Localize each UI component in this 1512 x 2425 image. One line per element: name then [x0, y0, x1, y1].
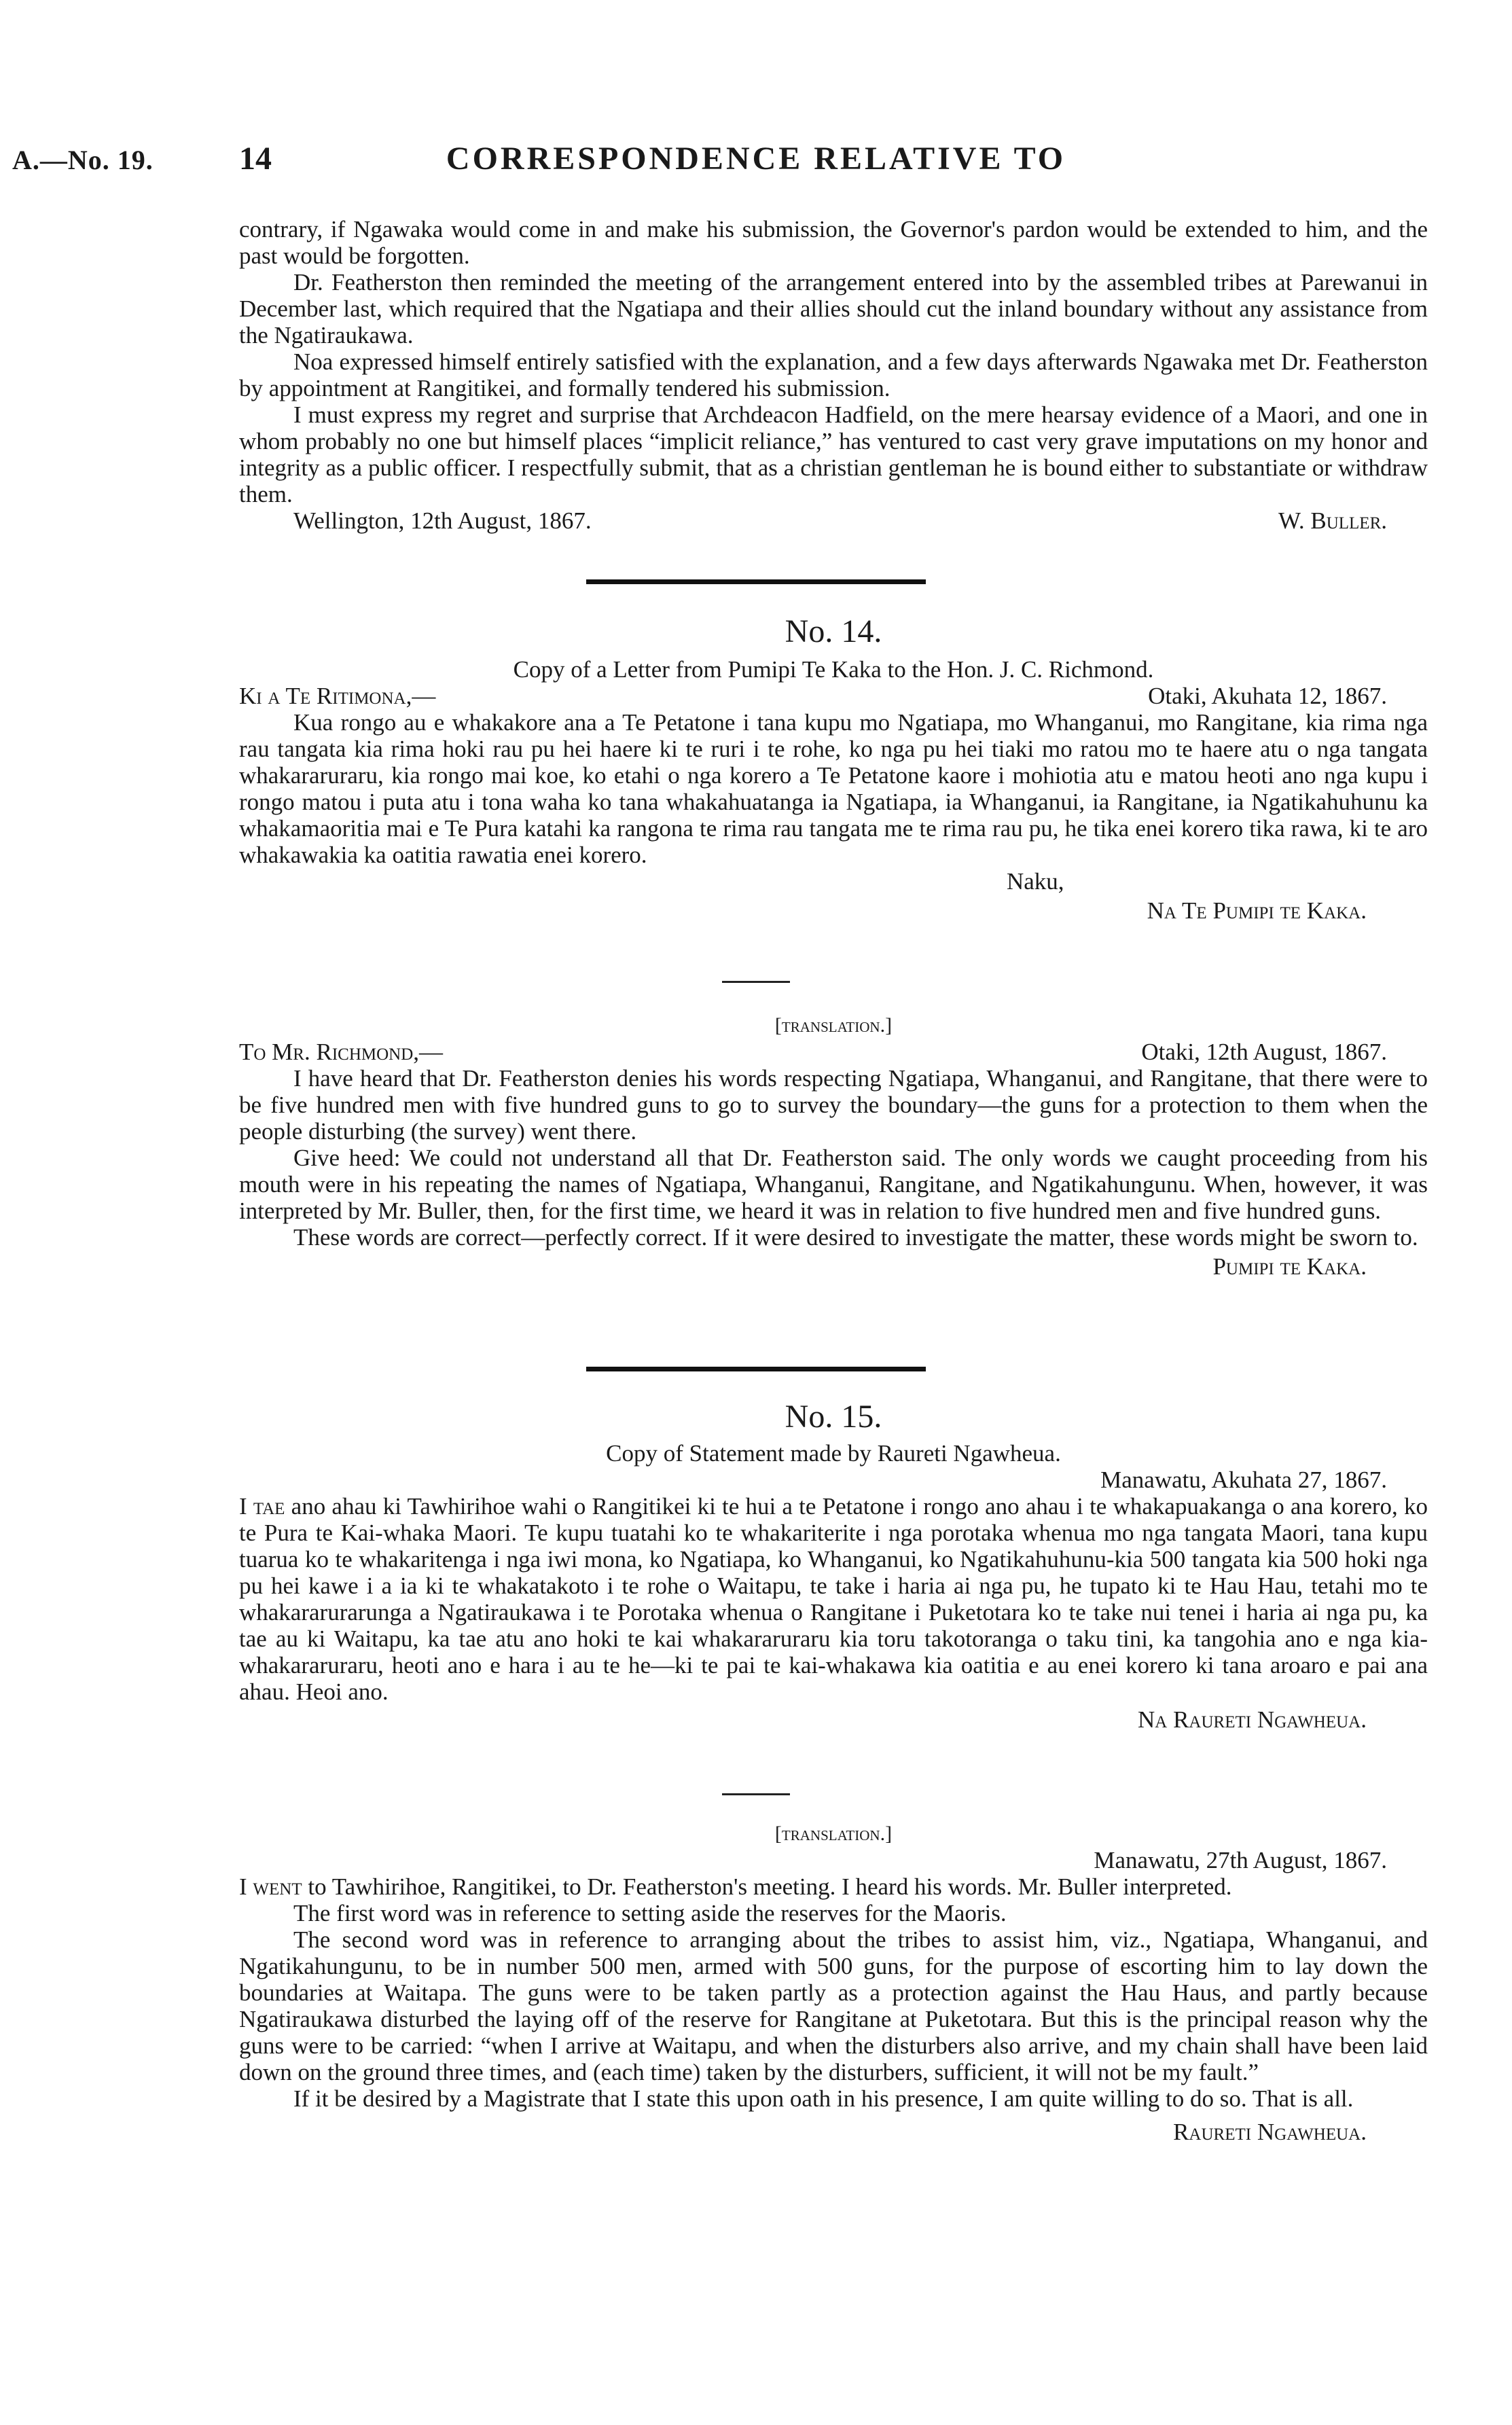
paragraph: Give heed: We could not understand all that Dr. Featherston said. The only words we caught proceeding from his mouth were in his repeating the names of Ngatiapa, Whanganui, Rangitane, and Ngatikahungunu. When, however, it was interpreted by Mr. Buller, then, for the first time, we heard it was in relation to five hundred men and five hundred guns.: [239, 1145, 1428, 1224]
section-heading: No. 14.: [785, 613, 882, 649]
statement-no-15: [239, 1398, 1428, 1733]
statement-text: ano ahau ki Tawhirihoe wahi o Rangitikei ki te hui a te Petatone i rongo ano ahau i te whakapuakanga o ana korero, ko te Pura te Kai-whaka Maori. Te kupu tuatahi ko te whakariterite i nga porotaka whenua mo nga tangata Maori, tana kupu tuarua ko te whakaritenga i nga iwi mona, ko Ngatiapa, ko Whanganui, ko Ngatikahuhunu-kia 500 tangata kia 500 hoki nga pu hei kawe i a ia ki te whakatakoto i te rohe o Waitapu, te take i haria ai nga pu, he tupato ki te Hau Hau, tetahi mo te whakararurarunga a Ngatiraukawa i te Porotaka whenua o Rangitane i Puketotara ko te take nui tenei i haria ai nga pu, ka tae au ki Waitapu, ka tae atu ano hoki te kai whakararuraru kia toru takotoranga o taku tini, ka tangohia ano e nga kia-whakararuraru, heoti ano e hara i au te he—ki te pai te kai-whakawa kia oatitia e au enei korero ki tana aroaro e pai ana ahau. Heoi ano.: [239, 1493, 1428, 1705]
divider: [722, 1793, 790, 1795]
signature: Na Raureti Ngawheua.: [1138, 1706, 1367, 1733]
paragraph: contrary, if Ngawaka would come in and make his submission, the Governor's pardon would be extended to him, and the past would be forgotten.: [239, 216, 1428, 269]
closing: Naku,: [1007, 868, 1064, 895]
paragraph: Dr. Featherston then reminded the meeting of the arrangement entered into by the assembled tribes at Parewanui in December last, which required that the Ngatiapa and their allies should cut the inland boundary without any assistance from the Ngatiraukawa.: [239, 269, 1428, 348]
letter-date: Otaki, Akuhata 12, 1867.: [1148, 683, 1387, 709]
translation-label: [translation.]: [774, 1014, 893, 1037]
document-reference: A.—No. 19.: [12, 145, 154, 175]
translation-label: [translation.]: [774, 1822, 893, 1845]
statement-date: Manawatu, Akuhata 27, 1867.: [1100, 1467, 1387, 1493]
paragraph: I must express my regret and surprise that Archdeacon Hadfield, on the mere hearsay evidence of a Maori, and one in whom probably no one but himself places “implicit reliance,” has ventured to cast very grave imputations on my honor and integrity as a public officer. I respectfully submit, that as a christian gentleman he is bound either to substantiate or withdraw them.: [239, 401, 1428, 507]
letter-body: Kua rongo au e whakakore ana a Te Petatone i tana kupu mo Ngatiapa, mo Whanganui, mo Rangitane, kia rima nga rau tangata kia rima hoki rau pu hei haere ki te ruri i te rohe, ko nga pu hei tiaki mo ratou mo te haere atu o nga tangata whakararuraru, kia rongo mai koe, ko etahi o nga korero a Te Petatone kaore i mohiotia atu e matou heoti ano nga kupu i rongo matou i puta atu i tona waha ko tana whakahuatanga ia Ngatiapa, ia Whanganui, ia Rangitane, ia Ngatikahuhunu ka whakamaoritia mai e Te Pura katahi ka rangona te rima rau tangata me te rima rau pu, he tika enei korero tika rawa, ki te aro whakawakia ka oatitia rawatia enei korero.: [239, 709, 1428, 868]
lead-words: I went: [239, 1873, 302, 1900]
section-divider: [586, 579, 926, 584]
signature: W. Buller.: [1278, 507, 1387, 534]
salutation: Ki a Te Ritimona,—: [239, 683, 436, 709]
lead-words: I tae: [239, 1493, 285, 1520]
signature: Pumipi te Kaka.: [1212, 1253, 1367, 1280]
paragraph: Noa expressed himself entirely satisfied with the explanation, and a few days afterwards Ngawaka met Dr. Featherston by appointment at Rangitikei, and formally tendered his submission.: [239, 348, 1428, 401]
letter-no-14: [239, 613, 1428, 924]
paragraph: These words are correct—perfectly correct. If it were desired to investigate the matter, these words might be sworn to.: [293, 1224, 1418, 1251]
signature: Raureti Ngawheua.: [1173, 2119, 1367, 2145]
paragraph: I have heard that Dr. Featherston denies his words respecting Ngatiapa, Whanganui, and Rangitane, that there were to be five hundred men with five hundred guns to go to survey the boundary—the guns for a protection to them when the people disturbing (the survey) went there.: [239, 1065, 1428, 1145]
statement-body: [239, 1493, 1428, 1705]
section-subtitle: Copy of a Letter from Pumipi Te Kaka to the Hon. J. C. Richmond.: [513, 656, 1154, 683]
paragraph-text: to Tawhirihoe, Rangitikei, to Dr. Featherston's meeting. I heard his words. Mr. Buller interpreted.: [302, 1873, 1232, 1900]
translation-no-15: [239, 1820, 1428, 2145]
place-date: Wellington, 12th August, 1867.: [293, 507, 592, 534]
continuation-section: [239, 216, 1428, 534]
page-number: 14: [239, 141, 272, 177]
letter-date: Otaki, 12th August, 1867.: [1141, 1039, 1387, 1065]
divider: [722, 981, 790, 983]
translation-no-14: [239, 1012, 1428, 1280]
salutation: To Mr. Richmond,—: [239, 1039, 444, 1065]
running-title: CORRESPONDENCE RELATIVE TO: [446, 141, 1066, 177]
section-divider: [586, 1367, 926, 1371]
section-subtitle: Copy of Statement made by Raureti Ngawheua.: [606, 1440, 1061, 1467]
paragraph: The second word was in reference to arranging about the tribes to assist him, viz., Ngatiapa, Whanganui, and Ngatikahungunu, to be in number 500 men, armed with 500 guns, for the purpose of escorting him to lay down the boundaries at Waitapa. The guns were to be taken partly as a protection against the Hau Haus, and partly because Ngatiraukawa disturbed the laying off of the reserve for Rangitane at Puketotara. But this is the principal reason why the guns were to be carried: “when I arrive at Waitapu, and when the disturbers also arrive, and my chain shall have been laid down on the ground three times, and (each time) taken by the disturbers, sufficient, it will not be my fault.”: [239, 1926, 1428, 2085]
paragraph: [239, 1873, 1428, 1900]
section-heading: No. 15.: [785, 1399, 882, 1435]
signature: Na Te Pumipi te Kaka.: [1147, 897, 1367, 924]
statement-date: Manawatu, 27th August, 1867.: [1094, 1847, 1387, 1873]
paragraph: If it be desired by a Magistrate that I state this upon oath in his presence, I am quite willing to do so. That is all.: [293, 2085, 1354, 2112]
paragraph: The first word was in reference to setting aside the reserves for the Maoris.: [293, 1900, 1007, 1926]
